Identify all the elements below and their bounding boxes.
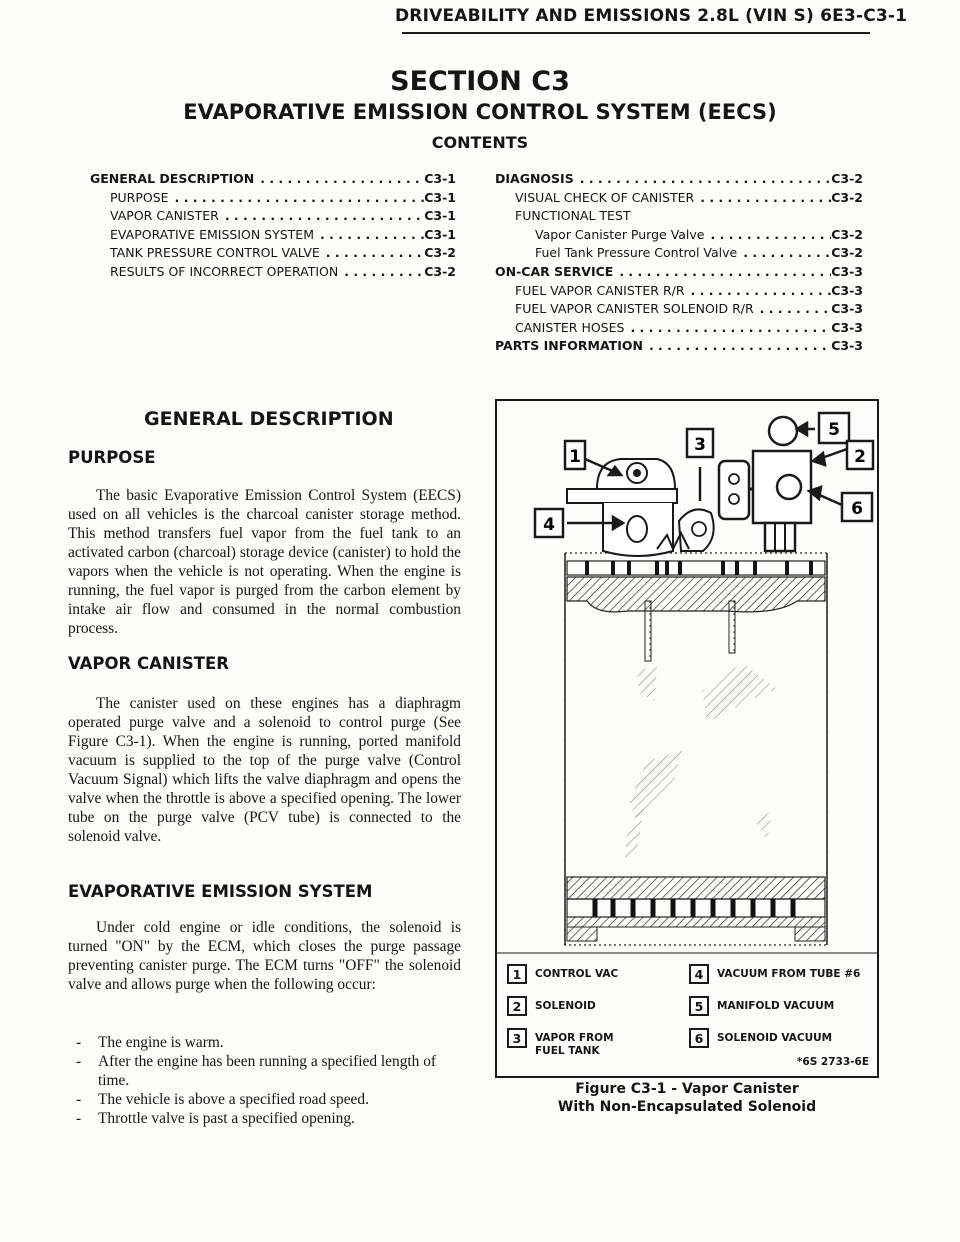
- list-item: - The vehicle is above a specified road speed.: [68, 1090, 461, 1109]
- toc-entry: GENERAL DESCRIPTION . . . C3-1: [90, 170, 456, 189]
- legend-item: 4 VACUUM FROM TUBE #6: [689, 964, 860, 984]
- toc-entry: TANK PRESSURE CONTROL VALVE . . . C3-2: [90, 244, 456, 263]
- section-title: SECTION C3: [390, 66, 570, 97]
- callout-3: [687, 429, 713, 457]
- callout-2: [847, 441, 873, 469]
- callout-label: 3: [694, 435, 706, 455]
- callout-1: [565, 441, 585, 469]
- toc-entry: FUEL VAPOR CANISTER R/R . . . C3-3: [495, 282, 863, 301]
- toc-right: [495, 170, 863, 356]
- toc-entry: PARTS INFORMATION . . . C3-3: [495, 337, 863, 356]
- toc-entry: EVAPORATIVE EMISSION SYSTEM . . . C3-1: [90, 226, 456, 245]
- list-item: - The engine is warm.: [68, 1033, 461, 1052]
- vapor-canister-heading: VAPOR CANISTER: [68, 654, 229, 673]
- system-title: EVAPORATIVE EMISSION CONTROL SYSTEM (EECS): [183, 100, 777, 124]
- toc-entry: FUNCTIONAL TEST: [515, 208, 631, 224]
- callout-6: [842, 493, 872, 521]
- running-header: DRIVEABILITY AND EMISSIONS 2.8L (VIN S) 6E3-C3-1: [395, 6, 908, 26]
- purpose-heading: PURPOSE: [68, 448, 156, 467]
- callout-label: 1: [569, 447, 581, 467]
- purge-conditions-list: [68, 1033, 461, 1128]
- callout-4: [535, 509, 563, 537]
- toc-entry: RESULTS OF INCORRECT OPERATION . . . C3-2: [90, 263, 456, 282]
- toc-entry: VISUAL CHECK OF CANISTER . . . C3-2: [495, 189, 863, 208]
- callout-5: [819, 413, 849, 443]
- list-item: - After the engine has been running a specified length of time.: [68, 1052, 461, 1090]
- toc-entry: FUEL VAPOR CANISTER SOLENOID R/R . . . C3-3: [495, 300, 863, 319]
- general-description-heading: GENERAL DESCRIPTION: [144, 408, 394, 430]
- figure-caption-line-1: Figure C3-1 - Vapor Canister: [575, 1081, 799, 1097]
- legend-item: 3 VAPOR FROM FUEL TANK: [507, 1028, 635, 1058]
- evaporative-system-paragraph: Under cold engine or idle conditions, the solenoid is turned "ON" by the ECM, which closes the purge passage preventing canister purge. The ECM turns "OFF" the solenoid valve and allows purge when the following occur:: [68, 919, 461, 993]
- purpose-paragraph: The basic Evaporative Emission Control System (EECS) used on all vehicles is the charcoal canister storage method. This method transfers fuel vapor from the fuel tank to an activated carbon (charcoal) storage device (canister) to hold the vapors when the vehicle is not operating. When the engine is running, the fuel vapor is purged from the carbon element by intake air flow and consumed in the normal combustion process.: [68, 487, 461, 637]
- figure-caption-line-2: With Non-Encapsulated Solenoid: [557, 1099, 817, 1115]
- toc-entry: DIAGNOSIS . . . C3-2: [495, 170, 863, 189]
- toc-entry: CANISTER HOSES . . . C3-3: [495, 319, 863, 338]
- figure-legend-box: [495, 958, 879, 1078]
- legend-item: 2 SOLENOID: [507, 996, 596, 1016]
- callout-label: 4: [543, 515, 555, 535]
- toc-entry: Vapor Canister Purge Valve . . . C3-2: [495, 226, 863, 245]
- toc-entry: ON-CAR SERVICE . . . C3-3: [495, 263, 863, 282]
- evaporative-system-heading: EVAPORATIVE EMISSION SYSTEM: [68, 882, 373, 901]
- callout-label: 6: [851, 499, 863, 519]
- toc-left: [90, 170, 456, 282]
- legend-item: 1 CONTROL VAC: [507, 964, 618, 984]
- legend-item: 6 SOLENOID VACUUM: [689, 1028, 832, 1048]
- legend-item: 5 MANIFOLD VACUUM: [689, 996, 834, 1016]
- toc-entry: Fuel Tank Pressure Control Valve . . . C3-2: [495, 244, 863, 263]
- header-rule: [402, 32, 870, 34]
- callout-label: 5: [828, 420, 840, 440]
- vapor-canister-illustration: [497, 401, 877, 960]
- toc-entry: PURPOSE . . . C3-1: [90, 189, 456, 208]
- contents-title: CONTENTS: [431, 133, 529, 152]
- vapor-canister-paragraph: The canister used on these engines has a diaphragm operated purge valve and a solenoid to control purge (See Figure C3-1). When the engine is running, ported manifold vacuum is supplied to the top of the purge valve (Control Vacuum Signal) which lifts the valve diaphragm and opens the valve when the throttle is above a specified opening. The lower tube on the purge valve (PCV tube) is connected to the solenoid valve.: [68, 695, 461, 845]
- figure-code: *6S 2733-6E: [796, 1056, 869, 1068]
- toc-entry: VAPOR CANISTER . . . C3-1: [90, 207, 456, 226]
- list-item: - Throttle valve is past a specified opening.: [68, 1109, 461, 1128]
- callout-label: 2: [854, 447, 866, 467]
- figure-box: [495, 399, 879, 962]
